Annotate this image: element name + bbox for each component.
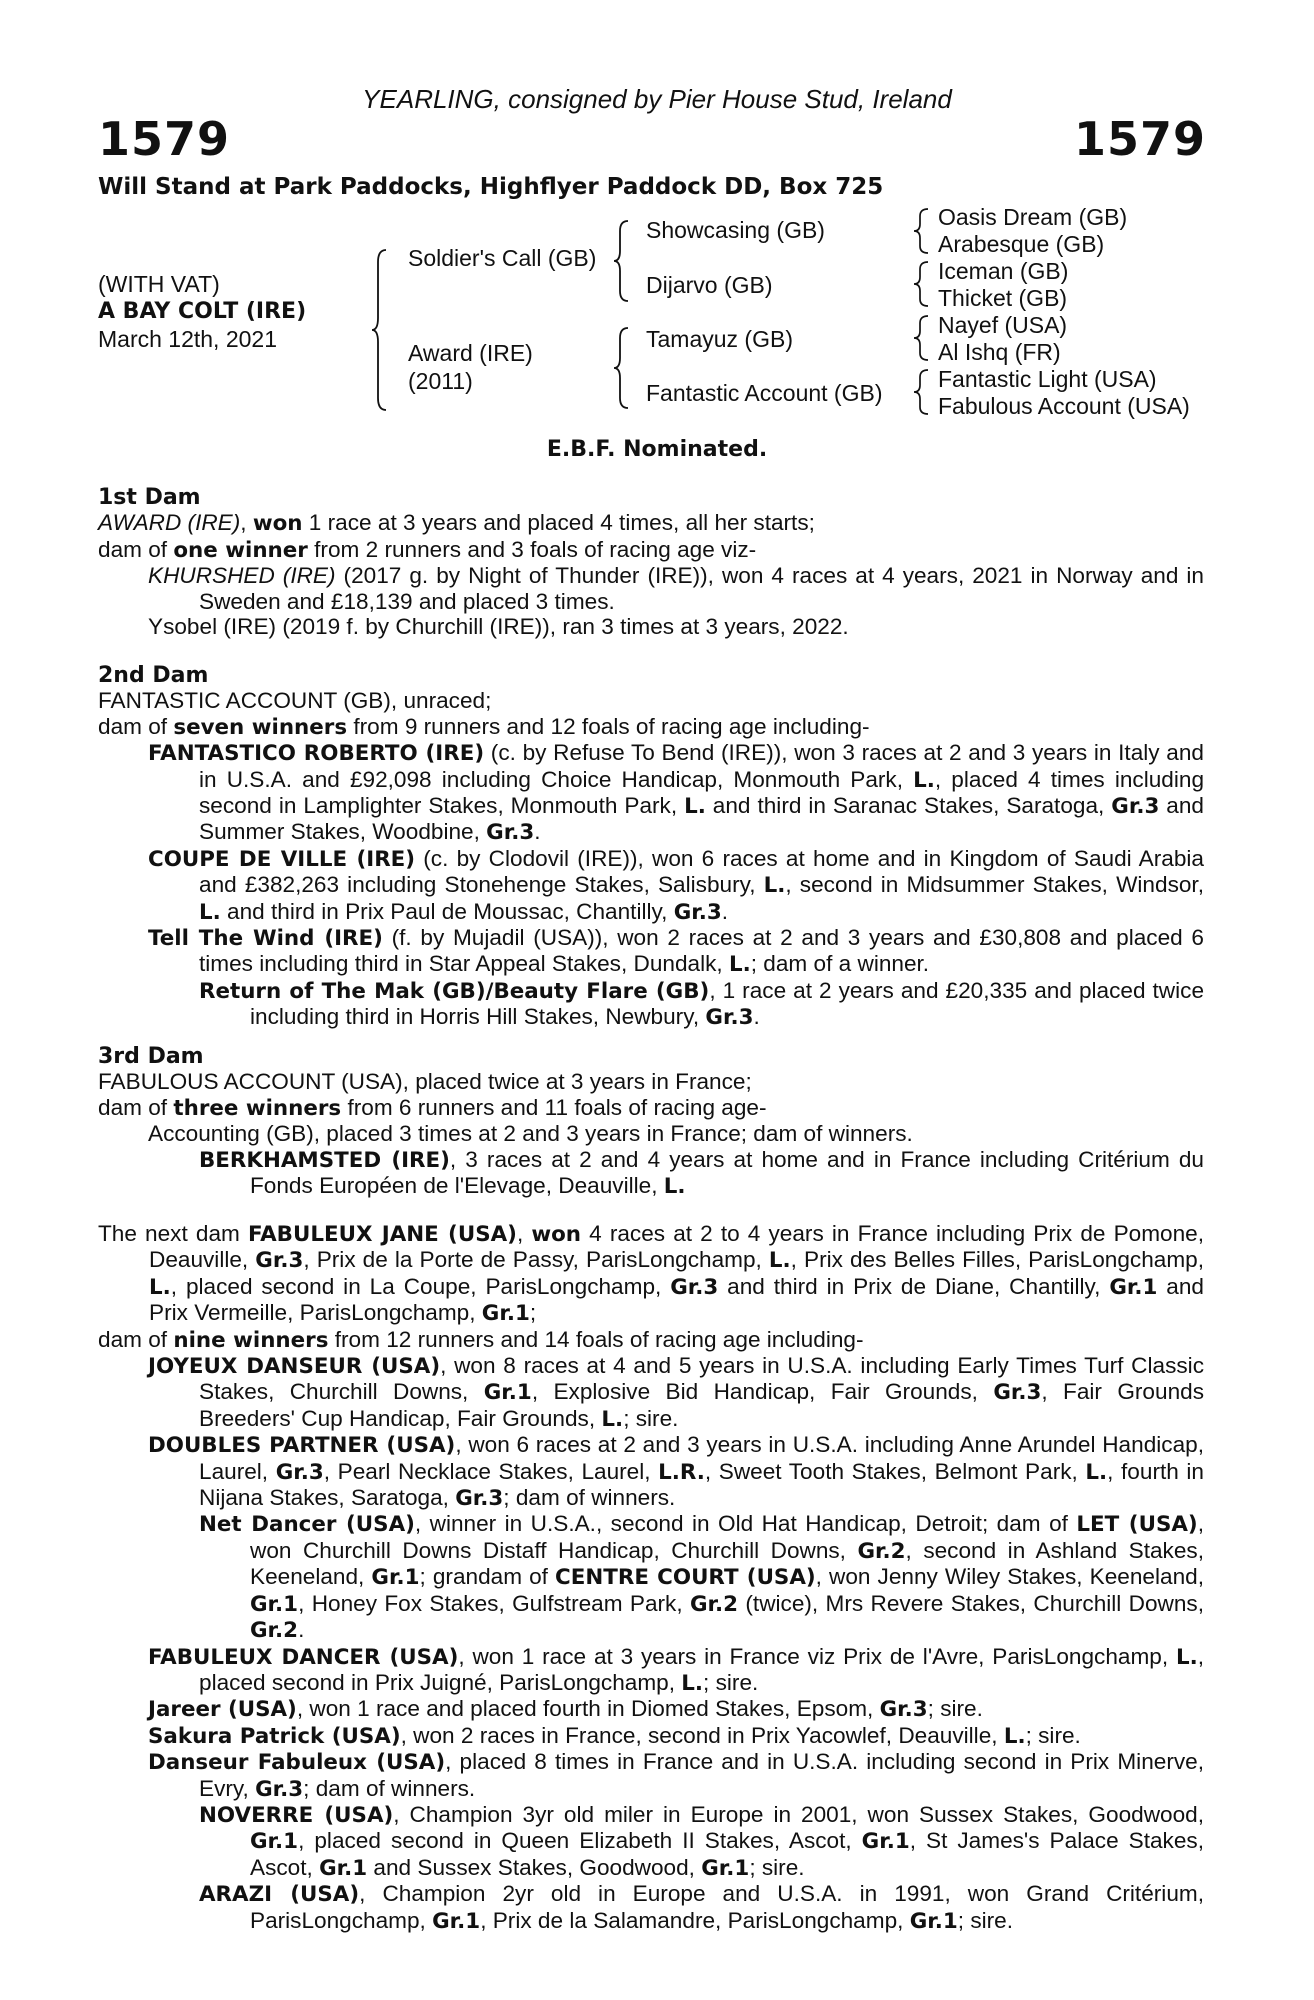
ped-sdd: Thicket (GB) <box>938 285 1068 311</box>
progeny-entry: Net Dancer (USA), winner in U.S.A., second in Old Hat Handicap, Detroit; dam of LET (USA), won Churchill Downs Distaff Handicap, Churchill Downs, Gr.2, second in Ashland Stakes, Keeneland, Gr.1; grandam of CENTRE COURT (USA), won Jenny Wiley Stakes, Keeneland, Gr.1, Honey Fox Stakes, Gulfstream Park, Gr.2 (twice), Mrs Revere Stakes, Churchill Downs, Gr.2. <box>199 1511 1204 1644</box>
progeny-entry: KHURSHED (IRE) (2017 g. by Night of Thunder (IRE)), won 4 races at 4 years, 2021 in Norway and in Sweden and £18,139 and placed 3 times. <box>148 563 1205 614</box>
ped-ddd: Fabulous Account (USA) <box>938 393 1190 419</box>
second-dam-record: FANTASTIC ACCOUNT (GB), unraced; <box>98 688 492 714</box>
third-dam-heading: 3rd Dam <box>98 1044 204 1069</box>
third-dam-section <box>98 1043 1204 1199</box>
ped-sss: Oasis Dream (GB) <box>938 204 1128 230</box>
lot-number-right: 1579 <box>1073 112 1206 166</box>
second-dam-heading: 2nd Dam <box>98 663 209 688</box>
progeny-entry: Accounting (GB), placed 3 times at 2 and 3 years in France; dam of winners. <box>148 1121 913 1147</box>
first-dam-heading: 1st Dam <box>98 485 201 510</box>
stand-location: Will Stand at Park Paddocks, Highflyer Paddock DD, Box 725 <box>98 174 884 200</box>
ped-dds: Fantastic Light (USA) <box>938 366 1157 392</box>
progeny-entry: BERKHAMSTED (IRE), 3 races at 2 and 4 years at home and in France including Critérium du Fonds Européen de l'Elevage, Deauville, L. <box>199 1146 1204 1200</box>
progeny-entry: Ysobel (IRE) (2019 f. by Churchill (IRE)), ran 3 times at 3 years, 2022. <box>148 614 849 640</box>
horse-name: A BAY COLT (IRE) <box>98 299 307 324</box>
next-dam-produce: dam of nine winners from 12 runners and 14 foals of racing age including- <box>98 1326 864 1353</box>
dam-year: (2011) <box>408 368 473 394</box>
brace-dd <box>912 367 934 417</box>
progeny-entry: Danseur Fabuleux (USA), placed 8 times in France and in U.S.A. including second in Prix Minerve, Evry, Gr.3; dam of winners. <box>148 1749 1204 1802</box>
main-brace <box>370 248 392 412</box>
consignor-line: YEARLING, consigned by Pier House Stud, Ireland <box>362 84 952 114</box>
progeny-entry: COUPE DE VILLE (IRE) (c. by Clodovil (IRE)), won 6 races at home and in Kingdom of Saudi Arabia and £382,263 including Stonehenge Stakes, Salisbury, L., second in Midsummer Stakes, Windsor, L. and third in Prix Paul de Moussac, Chantilly, Gr.3. <box>148 845 1204 925</box>
ped-dss: Nayef (USA) <box>938 312 1068 338</box>
progeny-entry: Return of The Mak (GB)/Beauty Flare (GB), 1 race at 2 years and £20,335 and placed twice including third in Horris Hill Stakes, Newbury, Gr.3. <box>199 977 1205 1031</box>
ped-ssd: Arabesque (GB) <box>938 231 1105 257</box>
progeny-entry: NOVERRE (USA), Champion 3yr old miler in Europe in 2001, won Sussex Stakes, Goodwood, Gr.1, placed second in Queen Elizabeth II Stakes, Ascot, Gr.1, St James's Palace Stakes, Ascot, Gr.1 and Sussex Stakes, Goodwood, Gr.1; sire. <box>199 1801 1204 1881</box>
brace-sd <box>912 259 934 309</box>
progeny-entry: Tell The Wind (IRE) (f. by Mujadil (USA)), won 2 races at 2 and 3 years and £30,808 and placed 6 times including third in Star Appeal Stakes, Dundalk, L.; dam of a winner. <box>148 925 1204 978</box>
sire-sire: Showcasing (GB) <box>646 217 825 243</box>
sire-dam: Dijarvo (GB) <box>646 272 773 298</box>
first-dam-record: AWARD (IRE), won 1 race at 3 years and placed 4 times, all her starts; <box>98 510 815 537</box>
progeny-entry: FABULEUX DANCER (USA), won 1 race at 3 years in France viz Prix de l'Avre, ParisLongchamp, L., placed second in Prix Juigné, ParisLongchamp, L.; sire. <box>148 1643 1205 1696</box>
progeny-entry: DOUBLES PARTNER (USA), won 6 races at 2 and 3 years in U.S.A. including Anne Arundel Handicap, Laurel, Gr.3, Pearl Necklace Stakes, Laurel, L.R., Sweet Tooth Stakes, Belmont Park, L., fourth in Nijana Stakes, Saratoga, Gr.3; dam of winners. <box>148 1432 1204 1512</box>
horse-dob: March 12th, 2021 <box>98 326 278 352</box>
brace-ss <box>912 206 934 256</box>
sire-name: Soldier's Call (GB) <box>408 245 597 271</box>
ped-sds: Iceman (GB) <box>938 258 1069 284</box>
first-dam-produce: dam of one winner from 2 runners and 3 foals of racing age viz- <box>98 536 757 563</box>
dam-dam: Fantastic Account (GB) <box>646 380 883 406</box>
ebf-nominated: E.B.F. Nominated. <box>546 437 768 462</box>
second-dam-section <box>98 662 1204 1031</box>
dam-brace <box>612 326 634 410</box>
second-dam-produce: dam of seven winners from 9 runners and 12 foals of racing age including- <box>98 713 870 740</box>
first-dam-section <box>98 484 1204 639</box>
next-dam-section <box>98 1221 1204 1934</box>
progeny-entry: ARAZI (USA), Champion 2yr old in Europe and U.S.A. in 1991, won Grand Critérium, ParisLongchamp, Gr.1, Prix de la Salamandre, ParisLongchamp, Gr.1; sire. <box>199 1881 1204 1934</box>
dam-sire: Tamayuz (GB) <box>646 326 793 352</box>
lot-number-left: 1579 <box>98 112 231 166</box>
vat-label: (WITH VAT) <box>98 271 220 297</box>
third-dam-produce: dam of three winners from 6 runners and 11 foals of racing age- <box>98 1094 767 1121</box>
dam-name: Award (IRE) <box>408 340 533 366</box>
progeny-entry: Sakura Patrick (USA), won 2 races in France, second in Prix Yacowlef, Deauville, L.; sire. <box>148 1722 1081 1749</box>
next-dam-record: The next dam FABULEUX JANE (USA), won 4 races at 2 to 4 years in France including Prix de Pomone, Deauville, Gr.3, Prix de la Porte de Passy, ParisLongchamp, L., Prix des Belles Filles, ParisLongchamp, L., placed second in La Coupe, ParisLongchamp, Gr.3 and third in Prix de Diane, Chantilly, Gr.1 and Prix Vermeille, ParisLongchamp, Gr.1; <box>98 1221 1205 1327</box>
ped-dsd: Al Ishq (FR) <box>938 339 1061 365</box>
progeny-entry: JOYEUX DANSEUR (USA), won 8 races at 4 and 5 years in U.S.A. including Early Times Turf Classic Stakes, Churchill Downs, Gr.1, Explosive Bid Handicap, Fair Grounds, Gr.3, Fair Grounds Breeders' Cup Handicap, Fair Grounds, L.; sire. <box>148 1353 1204 1432</box>
brace-ds <box>912 313 934 363</box>
third-dam-record: FABULOUS ACCOUNT (USA), placed twice at 3 years in France; <box>98 1069 752 1095</box>
progeny-entry: FANTASTICO ROBERTO (IRE) (c. by Refuse To Bend (IRE)), won 3 races at 2 and 3 years in Italy and in U.S.A. and £92,098 including Choice Handicap, Monmouth Park, L., placed 4 times including second in Lamplighter Stakes, Monmouth Park, L. and third in Saranac Stakes, Saratoga, Gr.3 and Summer Stakes, Woodbine, Gr.3. <box>148 740 1205 846</box>
sire-brace <box>612 219 634 303</box>
progeny-entry: Jareer (USA), won 1 race and placed fourth in Diomed Stakes, Epsom, Gr.3; sire. <box>148 1696 983 1723</box>
